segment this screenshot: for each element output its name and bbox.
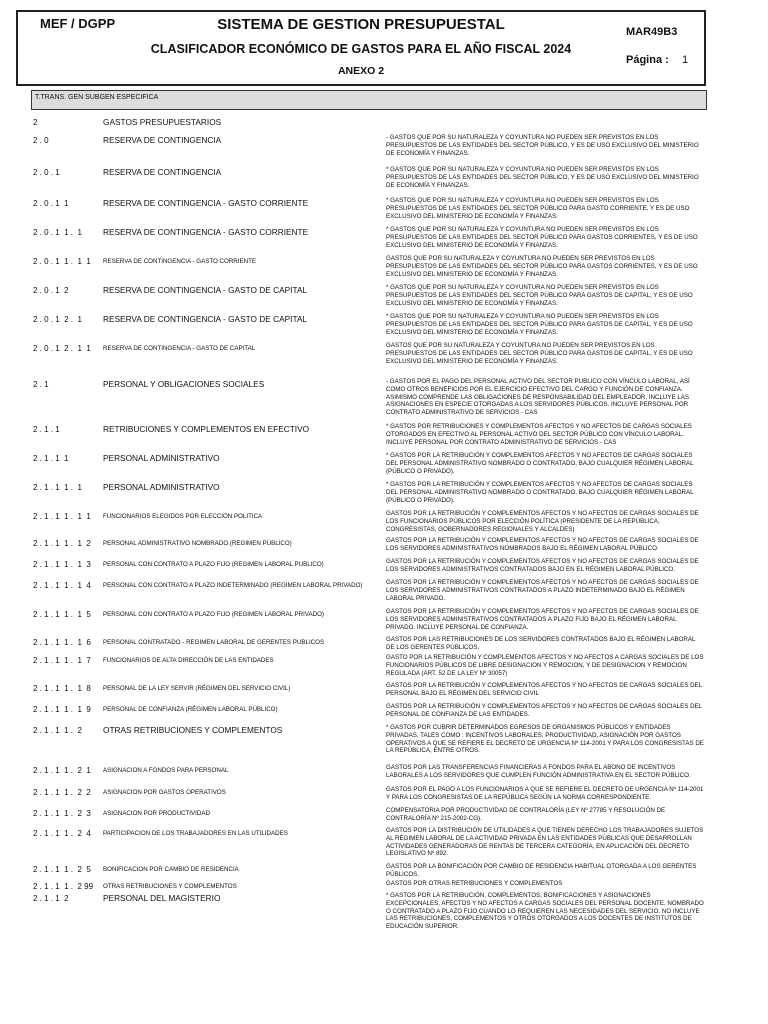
row-code: 2 [33,118,38,127]
row-code: 2 . 1 . 1 1 . 2 [33,726,82,735]
row-name: PERSONAL ADMINISTRATIVO NOMBRADO (REGIMEN PÚBLICO) [103,540,292,547]
row-description: GASTOS POR LA BONIFICACIÓN POR CAMBIO DE RESIDENCIA HABITUAL OTORGADA A LOS GERENTES PÚBLICOS. [386,863,697,878]
row-code: 2 . 1 . 1 1 . 2 99 [33,882,94,891]
row-code: 2 . 1 . 1 1 . 1 5 [33,610,91,619]
row-description: GASTOS POR LA RETRIBUCIÓN Y COMPLEMENTOS AFECTOS Y NO AFECTOS DE CARGAS SOCIALES DE LOS SERVIDORES ADMINISTRATIVOS CONTRATADOS A PLAZO FIJO BAJO EL RÉGIMEN LABORAL PRIVADO. INCLUYE PERSONAL DE CONFIANZA. [386,608,699,631]
row-name: PARTICIPACION DE LOS TRABAJADORES EN LAS UTILIDADES [103,830,288,837]
classifier-row [0,786,768,807]
report-subtitle: CLASIFICADOR ECONÓMICO DE GASTOS PARA EL AÑO FISCAL 2024 [150,42,572,56]
classifier-row [0,827,768,863]
row-code: 2 . 1 . 1 [33,425,60,434]
classifier-list [0,116,768,942]
row-description: GASTOS POR EL PAGO A LOS FUNCIONARIOS A QUE SE REFIERE EL DECRETO DE URGENCIA Nº 114-2001 Y PARA LOS CONGRESISTAS DE LA REPÚBLICA SEGÚN LA NORMA CORRESPONDIENTE. [386,786,704,801]
row-code: 2 . 0 . 1 2 . 1 [33,315,82,324]
row-name: PERSONAL ADMINISTRATIVO [103,453,220,463]
row-description: * GASTOS QUE POR SU NATURALEZA Y COYUNTURA NO PUEDEN SER PREVISTOS EN LOS PRESUPUESTOS DE LAS ENTIDADES DEL SECTOR PÚBLICO, Y ES DE USO EXCLUSIVO DEL MINISTERIO DE ECONOMÍA Y FINANZAS. [386,166,699,189]
row-name: PERSONAL Y OBLIGACIONES SOCIALES [103,379,265,389]
org-label: MEF / DGPP [40,16,116,31]
row-name: PERSONAL DEL MAGISTERIO [103,893,221,903]
row-code: 2 . 1 . 1 1 . 2 2 [33,788,91,797]
row-description: GASTOS POR LA RETRIBUCIÓN Y COMPLEMENTOS AFECTOS Y NO AFECTOS DE CARGAS SOCIALES DE LOS SERVIDORES ADMINISTRATIVOS CONTRATADOS BAJO EN EL RÉGIMEN LABORAL PÚBLICO. [386,558,699,573]
row-name: PERSONAL ADMINISTRATIVO [103,482,220,492]
classifier-row [0,197,768,226]
row-description: GASTOS POR OTRAS RETRIBUCIONES Y COMPLEMENTOS [386,880,563,887]
row-code: 2 . 1 . 1 1 . 1 [33,483,82,492]
row-code: 2 . 1 . 1 2 [33,894,69,903]
row-code: 2 . 1 . 1 1 . 2 4 [33,829,91,838]
row-name: PERSONAL DE LA LEY SERVIR (RÉGIMEN DEL SERVICIO CIVIL) [103,685,291,692]
row-code: 2 . 1 . 1 1 [33,454,69,463]
row-name: OTRAS RETRIBUCIONES Y COMPLEMENTOS [103,883,237,890]
row-code: 2 . 0 . 1 1 . 1 1 [33,257,91,266]
row-description: - GASTOS QUE POR SU NATURALEZA Y COYUNTURA NO PUEDEN SER PREVISTOS EN LOS PRESUPUESTOS DE LAS ENTIDADES DEL SECTOR PÚBLICO, Y ES DE USO EXCLUSIVO DEL MINISTERIO DE ECONOMÍA Y FINANZAS. [386,134,699,157]
row-name: PERSONAL CON CONTRATO A PLAZO FIJO (REGIMEN LABORAL PUBLICO) [103,561,324,568]
row-description: GASTOS POR LAS RETRIBUCIONES DE LOS SERVIDORES CONTRATADOS BAJO EL RÉGIMEN LABORAL DE LOS GERENTES PÚBLICOS. [386,636,696,651]
row-code: 2 . 1 . 1 1 . 1 1 [33,512,91,521]
classifier-row [0,226,768,255]
row-description: * GASTOS POR LA RETRIBUCIÓN Y COMPLEMENTOS AFECTOS Y NO AFECTOS DE CARGAS SOCIALES DEL PERSONAL ADMINISTRATIVO NOMBRADO O CONTRATADO, BAJO CUALQUIER RÉGIMEN LABORAL (PÚBLICO O PRIVADO). [386,481,694,504]
classifier-row [0,608,768,636]
classifier-row [0,764,768,786]
row-name: RESERVA DE CONTINGENCIA - GASTO DE CAPITAL [103,285,308,295]
row-code: 2 . 1 [33,380,49,389]
row-description: GASTOS POR LA RETRIBUCIÓN Y COMPLEMENTOS AFECTOS Y NO AFECTOS DE CARGAS SOCIALES DE LOS SERVIDORES ADMINISTRATIVOS CONTRATADOS A PLAZO INDETERMINADO BAJO EL RÉGIMEN LABORAL PRIVADO. [386,579,699,602]
row-description: GASTOS POR LA RETRIBUCIÓN Y COMPLEMENTOS AFECTOS Y NO AFECTOS DE CARGAS SOCIALES DE LOS SERVIDORES ADMINISTRATIVOS NOMBRADOS BAJO EL RÉGIMEN LABORAL PÚBLICO. [386,537,699,552]
column-header: T.TRANS. GEN SUBGEN ESPECIFICA [31,90,707,110]
classifier-row [0,378,768,423]
row-description: GASTOS POR LAS TRANSFERENCIAS FINANCIERAS A FONDOS PARA EL ABONO DE INCENTIVOS LABORALES A LOS SERVIDORES QUE CUMPLEN FUNCIÓN ADMINISTRATIVA EN EL SECTOR PÚBLICO. [386,764,691,779]
row-description: * GASTOS POR CUBRIR DETERMINADOS EGRESOS DE ORGANISMOS PÚBLICOS Y ENTIDADES PRIVADAS, TALES COMO : INCENTIVOS LABORALES, PRODUCTIVIDAD, ASIGNACIÓN POR GASTOS OPERATIVOS A QUE SE REFIERE EL DECRETO DE URGENCIA Nº 114-2001 Y PARA LOS CONGRESISTAS DE LA REPÚBLICA, ENTRE OTROS. [386,724,704,755]
page-number: 1 [682,54,689,66]
classifier-row [0,636,768,654]
row-code: 2 . 1 . 1 1 . 2 5 [33,865,91,874]
row-name: RESERVA DE CONTINGENCIA - GASTO DE CAPITAL [103,314,308,324]
row-name: FUNCIONARIOS ELEGIDOS POR ELECCION POLITICA [103,513,263,520]
classifier-row [0,342,768,378]
row-code: 2 . 0 . 1 2 [33,286,69,295]
row-name: ASIGNACION POR PRODUCTIVIDAD [103,810,210,817]
row-name: RETRIBUCIONES Y COMPLEMENTOS EN EFECTIVO [103,424,310,434]
row-code: 2 . 1 . 1 1 . 1 4 [33,581,91,590]
classifier-row [0,724,768,764]
classifier-row [0,284,768,313]
row-description: GASTO POR LA RETRIBUCIÓN Y COMPLEMENTOS AFECTOS Y NO AFECTOS A CARGAS SOCIALES DE LOS FUNCIONARIOS PÚBLICOS DE LIBRE DESIGNACION Y REMOCION, Y DE DESIGNACION Y REMOCION REGULADA (ART. 52 DE LA LEY Nº 30057) [386,654,704,677]
classifier-row [0,654,768,682]
row-name: RESERVA DE CONTINGENCIA [103,167,222,177]
row-code: 2 . 1 . 1 1 . 2 3 [33,809,91,818]
classifier-row [0,423,768,452]
row-code: 2 . 0 . 1 [33,168,60,177]
row-name: PERSONAL CON CONTRATO A PLAZO FIJO (REGIMEN LABORAL PRIVADO) [103,611,324,618]
classifier-row [0,537,768,558]
row-description: GASTOS POR LA RETRIBUCIÓN Y COMPLEMENTOS AFECTOS Y NO AFECTOS DE CARGAS SOCIALES DE LOS FUNCIONARIOS PÚBLICOS POR ELECCIÓN POLÍTICA (PRESIDENTE DE LA REPÚBLICA, CONGRESISTAS, GOBERNADORES REGIONALES Y ALCALDES) [386,510,699,533]
row-name: BONIFICACION POR CAMBIO DE RESIDENCIA [103,866,239,873]
row-name: RESERVA DE CONTINGENCIA - GASTO DE CAPITAL [103,345,256,352]
row-name: RESERVA DE CONTINGENCIA [103,135,222,145]
row-description: - GASTOS POR EL PAGO DEL PERSONAL ACTIVO DEL SECTOR PUBLICO CON VÍNCULO LABORAL, ASÍ COMO OTROS BENEFICIOS POR EL EJERCICIO EFECTIVO DEL CARGO Y FUNCIÓN DE CONFIANZA. ASIMISMO COMPRENDE LAS OBLIGACIONES DE RESPONSABILIDAD DEL EMPLEADOR. INCLUYE LAS ASIGNACIONES EN ESPECIE OTORGADAS A LOS SERVIDORES PÚBLICOS. INCLUYE PERSONAL POR CONTRATO ADMINISTRATIVO DE SERVICIOS - CAS [386,378,690,416]
row-name: GASTOS PRESUPUESTARIOS [103,117,222,127]
page-label: Página : [626,54,669,66]
row-name: ASIGNACION A FONDOS PARA PERSONAL [103,767,229,774]
row-code: 2 . 1 . 1 1 . 1 7 [33,656,91,665]
row-code: 2 . 1 . 1 1 . 1 2 [33,539,91,548]
classifier-row [0,255,768,284]
row-name: RESERVA DE CONTINGENCIA - GASTO CORRIENTE [103,198,309,208]
classifier-row [0,166,768,197]
row-description: GASTOS QUE POR SU NATURALEZA Y COYUNTURA NO PUEDEN SER PREVISTOS EN LOS PRESUPUESTOS DE LAS ENTIDADES DEL SECTOR PÚBLICO PARA GASTOS CORRIENTES, Y ES DE USO EXCLUSIVO DEL MINISTERIO DE ECONOMÍA Y FINANZAS. [386,255,698,278]
classifier-row [0,703,768,724]
row-code: 2 . 0 [33,136,49,145]
row-description: * GASTOS QUE POR SU NATURALEZA Y COYUNTURA NO PUEDEN SER PREVISTOS EN LOS PRESUPUESTOS DE LAS ENTIDADES DEL SECTOR PÚBLICO PARA GASTO CORRIENTE, Y ES DE USO EXCLUSIVO DEL MINISTERIO DE ECONOMÍA Y FINANZAS. [386,197,690,220]
row-name: FUNCIONARIOS DE ALTA DIRECCIÓN DE LAS ENTIDADES [103,657,274,664]
row-description: * GASTOS QUE POR SU NATURALEZA Y COYUNTURA NO PUEDEN SER PREVISTOS EN LOS PRESUPUESTOS DE LAS ENTIDADES DEL SECTOR PÚBLICO PARA GASTOS DE CAPITAL, Y ES DE USO EXCLUSIVO DEL MINISTERIO DE ECONOMÍA Y FINANZAS. [386,284,693,307]
row-code: 2 . 0 . 1 2 . 1 1 [33,344,91,353]
row-code: 2 . 1 . 1 1 . 1 8 [33,684,91,693]
classifier-row [0,134,768,166]
classifier-row [0,558,768,579]
classifier-row [0,510,768,537]
row-description: GASTOS POR LA RETRIBUCIÓN Y COMPLEMENTOS AFECTOS Y NO AFECTOS DE CARGAS SOCIALES DEL PERSONAL DE CONFIANZA DE LAS ENTIDADES. [386,703,702,718]
report-title: SISTEMA DE GESTION PRESUPUESTAL [217,16,505,33]
row-description: * GASTOS POR LA RETRIBUCIÓN, COMPLEMENTOS, BONIFICACIONES Y ASIGNACIONES EXCEPCIONALES, AFECTOS Y NO AFECTOS A CARGAS SOCIALES DEL PERSONAL DOCENTE, NOMBRADO O CONTRATADO A PLAZO FIJO CUANDO LO REQUIEREN LAS NECESIDADES DEL SERVICIO. NO INCLUYE LAS RETRIBUCIONES, COMPLEMENTOS Y OTROS OTORGADOS A LOS DOCENTES DE INSTITUTOS DE EDUCACIÓN SUPERIOR. [386,892,704,930]
row-description: COMPENSATORIA POR PRODUCTIVIDAD DE CONTRALORÍA (LEY Nº 27785 Y RESOLUCIÓN DE CONTRALORÍA Nº 215-2002-CG). [386,807,666,822]
row-name: PERSONAL CON CONTRATO A PLAZO INDETERMINADO (REGIMEN LABORAL PRIVADO) [103,582,363,589]
classifier-row [0,682,768,703]
row-code: 2 . 0 . 1 1 . 1 [33,228,82,237]
row-description: * GASTOS POR LA RETRIBUCIÓN Y COMPLEMENTOS AFECTOS Y NO AFECTOS DE CARGAS SOCIALES DEL PERSONAL ADMINISTRATIVO NOMBRADO O CONTRATADO, BAJO CUALQUIER RÉGIMEN LABORAL (PÚBLICO O PRIVADO). [386,452,694,475]
classifier-row [0,880,768,892]
row-name: PERSONAL CONTRATADO - REGIMEN LABORAL DE GERENTES PUBLICOS [103,639,325,646]
row-code: 2 . 1 . 1 1 . 2 1 [33,766,91,775]
row-description: GASTOS POR LA RETRIBUCIÓN Y COMPLEMENTOS AFECTOS Y NO AFECTOS DE CARGAS SOCIALES DEL PERSONAL BAJO EL RÉGIMEN DEL SERVICIO CIVIL [386,682,702,697]
row-code: 2 . 0 . 1 1 [33,199,69,208]
report-header [16,10,706,86]
row-description: * GASTOS QUE POR SU NATURALEZA Y COYUNTURA NO PUEDEN SER PREVISTOS EN LOS PRESUPUESTOS DE LAS ENTIDADES DEL SECTOR PÚBLICO PARA GASTOS DE CAPITAL, Y ES DE USO EXCLUSIVO DEL MINISTERIO DE ECONOMÍA Y FINANZAS. [386,313,693,336]
row-name: PERSONAL DE CONFIANZA (RÉGIMEN LABORAL PÚBLICO) [103,706,278,713]
row-code: 2 . 1 . 1 1 . 1 3 [33,560,91,569]
report-code: MAR49B3 [626,26,678,38]
row-description: * GASTOS QUE POR SU NATURALEZA Y COYUNTURA NO PUEDEN SER PREVISTOS EN LOS PRESUPUESTOS DE LAS ENTIDADES DEL SECTOR PÚBLICO PARA GASTOS CORRIENTES, Y ES DE USO EXCLUSIVO DEL MINISTERIO DE ECONOMÍA Y FINANZAS. [386,226,698,249]
classifier-row [0,863,768,880]
row-name: RESERVA DE CONTINGENCIA - GASTO CORRIENTE [103,227,309,237]
row-name: OTRAS RETRIBUCIONES Y COMPLEMENTOS [103,725,283,735]
row-description: GASTOS QUE POR SU NATURALEZA Y COYUNTURA NO PUEDEN SER PREVISTOS EN LOS PRESUPUESTOS DE LAS ENTIDADES DEL SECTOR PÚBLICO PARA GASTOS DE CAPITAL, Y ES DE USO EXCLUSIVO DEL MINISTERIO DE ECONOMÍA Y FINANZAS. [386,342,693,365]
classifier-row [0,116,768,134]
classifier-row [0,313,768,342]
row-name: ASIGNACION POR GASTOS OPERATIVOS [103,789,226,796]
classifier-row [0,481,768,510]
row-code: 2 . 1 . 1 1 . 1 6 [33,638,91,647]
classifier-row [0,579,768,608]
row-name: RESERVA DE CONTINGENCIA - GASTO CORRIENTE [103,258,256,265]
row-description: GASTOS POR LA DISTRIBUCIÓN DE UTILIDADES A QUE TIENEN DERECHO LOS TRABAJADORES SUJETOS AL RÉGIMEN LABORAL DE LA ACTIVIDAD PRIVADA EN LAS ENTIDADES PÚBLICAS QUE DESARROLLAN ACTIVIDADES GENERADORAS DE RENTAS DE TERCERA CATEGORÍA, EN APLICACIÓN DEL DECRETO LEGISLATIVO Nº 892. [386,827,704,858]
annex-label: ANEXO 2 [337,65,385,77]
classifier-row [0,807,768,827]
classifier-row [0,892,768,942]
row-code: 2 . 1 . 1 1 . 1 9 [33,705,91,714]
classifier-row [0,452,768,481]
row-description: * GASTOS POR RETRIBUCIONES Y COMPLEMENTOS AFECTOS Y NO AFECTOS DE CARGAS SOCIALES OTORGADOS EN EFECTIVO AL PERSONAL ACTIVO DEL SECTOR PÚBLICO CON VÍNCULO LABORAL. INCLUYE PERSONAL POR CONTRATO ADMINISTRATIVO DE SERVICIOS - CAS [386,423,692,446]
